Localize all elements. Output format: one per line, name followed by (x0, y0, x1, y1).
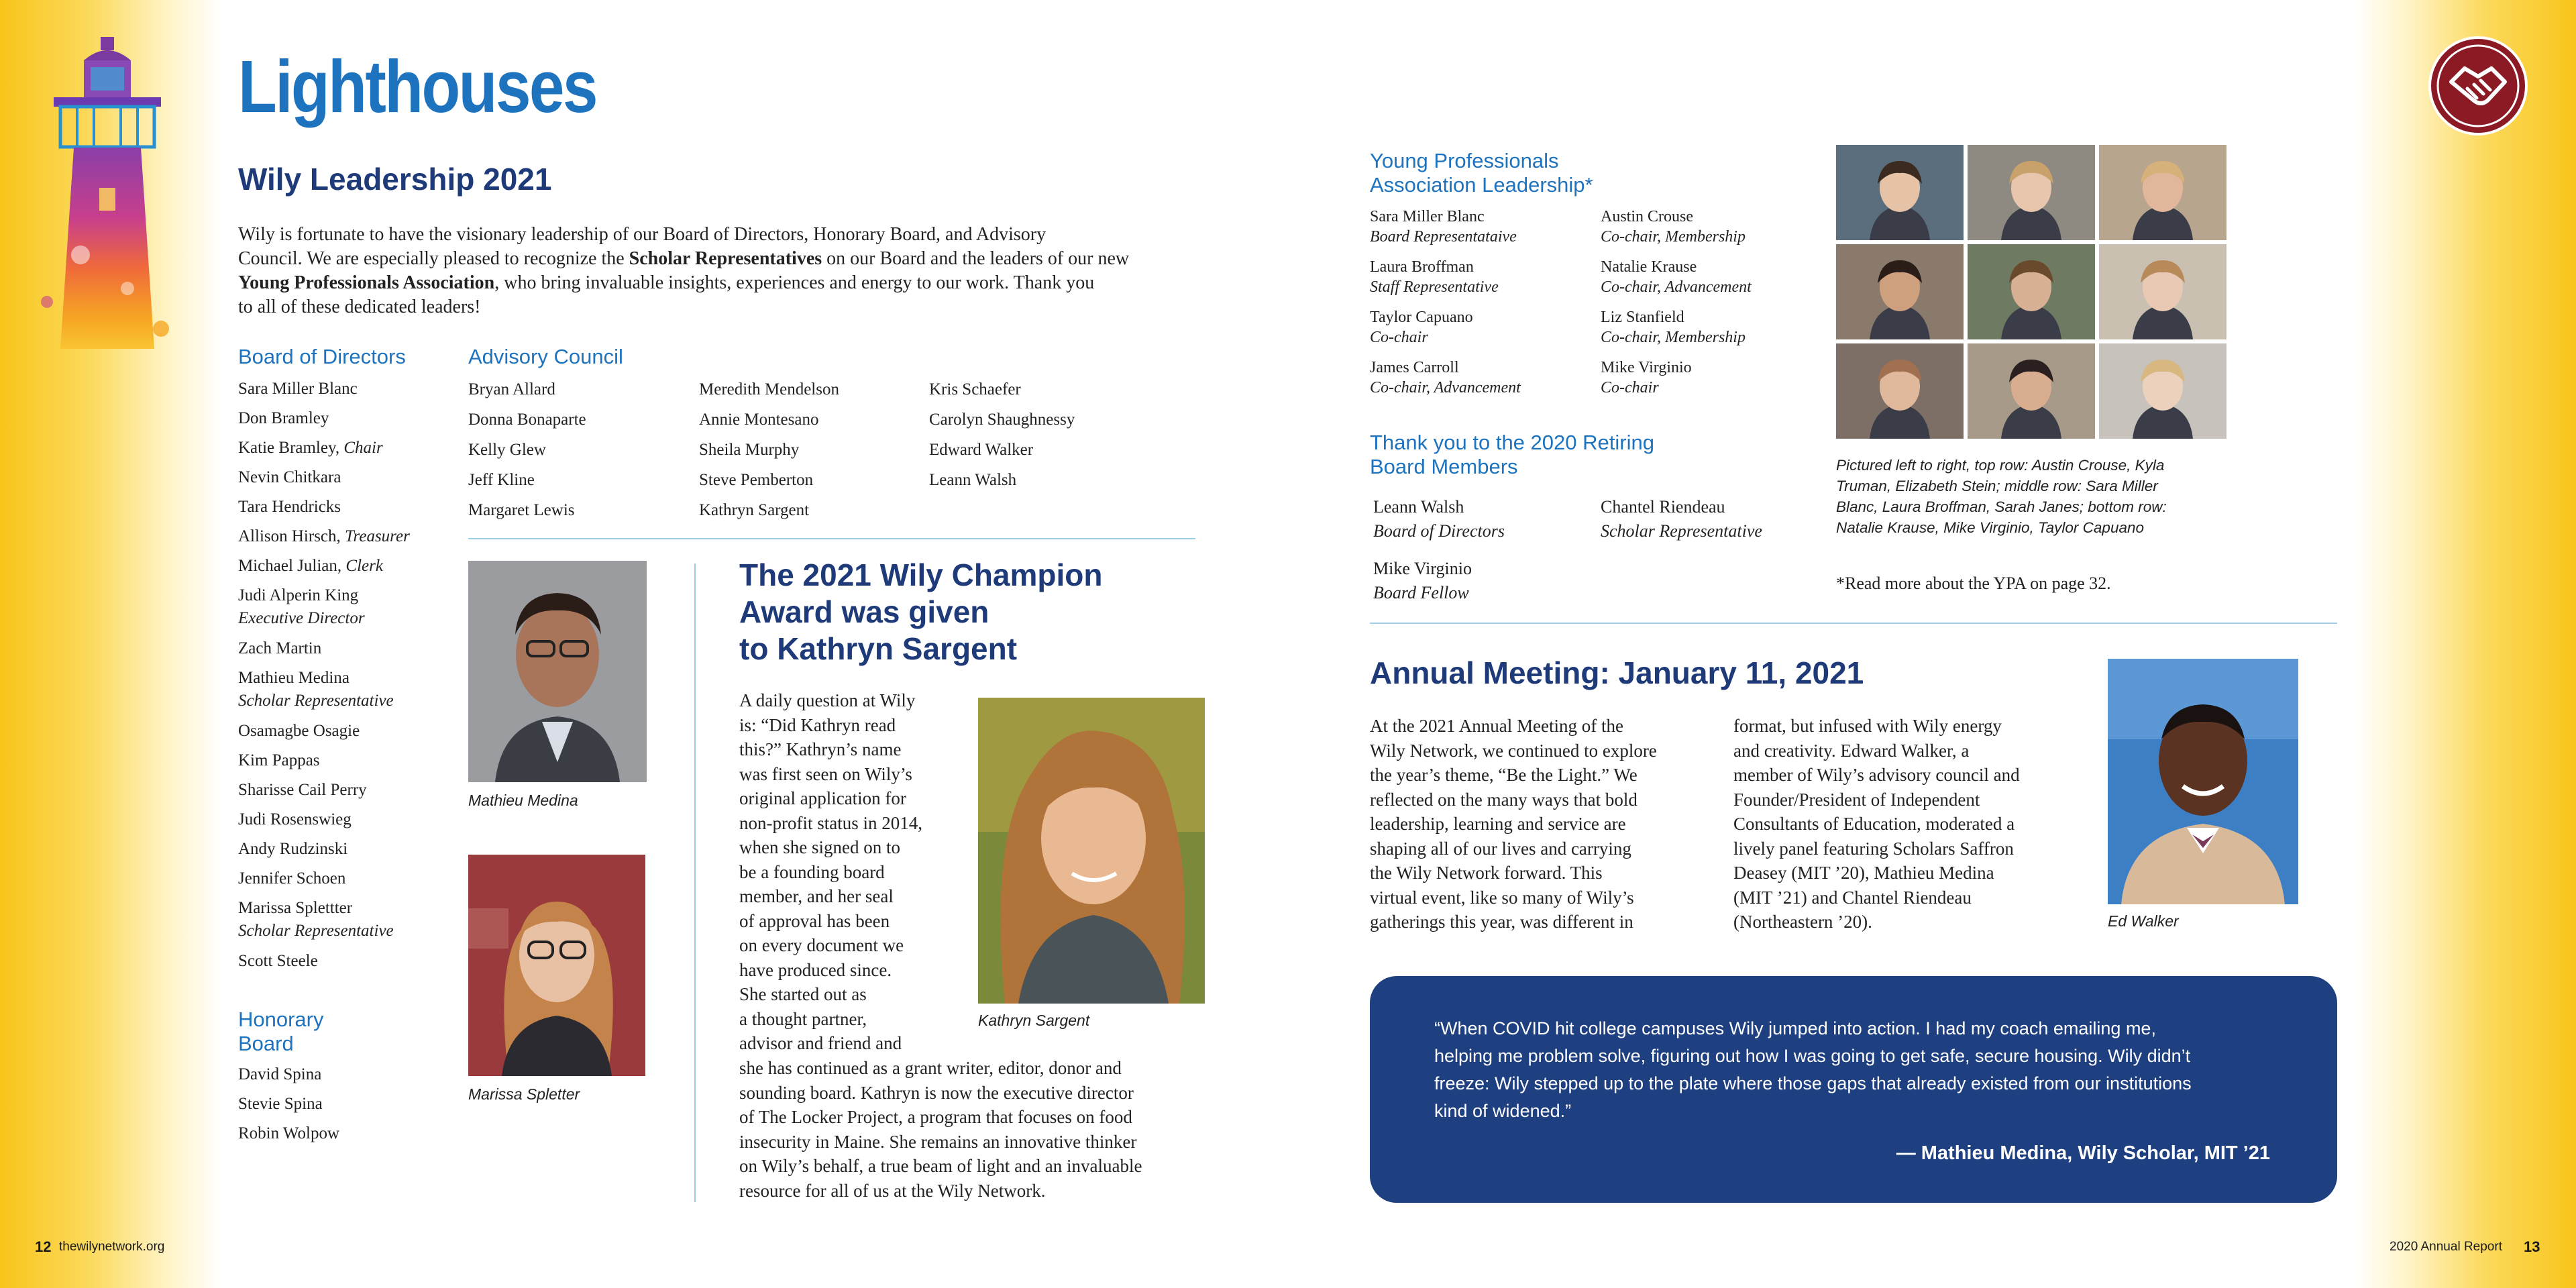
meeting-title: Annual Meeting: January 11, 2021 (1370, 655, 1864, 690)
text-line: non-profit status in 2014, (739, 812, 922, 833)
leader-entry (1370, 307, 1598, 347)
advisory-member: Edward Walker (929, 441, 1034, 459)
caption-line: Natalie Krause, Mike Virginio, Taylor Capuano (1836, 519, 2144, 536)
leader-entry (1601, 495, 1829, 543)
board-member (238, 374, 453, 404)
text-line: Deasey (MIT ’20), Mathieu Medina (1733, 863, 1994, 883)
ed-walker-photo (2108, 659, 2298, 904)
text-line: Wily Network, we continued to explore (1370, 740, 1657, 761)
honorary-list (238, 1060, 339, 1148)
text-line: on Wily’s behalf, a true beam of light and an invaluable (739, 1156, 1142, 1176)
text-line: sounding board. Kathryn is now the executive director (739, 1082, 1134, 1103)
leader-role: Staff Representative (1370, 278, 1499, 296)
vertical-divider (694, 564, 696, 1202)
leader-name: Austin Crouse (1601, 208, 1693, 225)
advisory-col-3 (929, 374, 1075, 495)
leader-name: Mike Virginio (1601, 359, 1692, 376)
intro-paragraph: Wily is fortunate to have the visionary leadership of our Board of Directors, Honorary Board, and Advisory Council. We are especially pleased to recognize the Scholar Representatives on our Board and the leaders of our new Young Professionals Association, who bring invaluable insights, experiences and energy to our work. Thank you to all of these dedicated leaders! (238, 224, 1130, 317)
board-member: Osamagbe Osagie (238, 722, 360, 740)
zoom-participant-photo (1836, 244, 1964, 339)
leader-entry (1373, 557, 1595, 605)
board-member: Marissa Splettter Scholar Representative (238, 899, 394, 940)
caption-marissa: Marissa Spletter (468, 1085, 580, 1103)
leader-name: Laura Broffman (1370, 258, 1474, 276)
board-member: Jennifer Schoen (238, 869, 346, 888)
board-member: Judi Alperin King Executive Director (238, 586, 365, 627)
leader-entry (1601, 207, 1829, 247)
grid-caption (1836, 455, 2252, 538)
advisory-heading: Advisory Council (468, 345, 623, 368)
caption-mathieu: Mathieu Medina (468, 792, 578, 809)
handshake-icon (2427, 35, 2529, 137)
text-line: the Wily Network forward. This (1370, 863, 1603, 883)
advisory-member: Annie Montesano (699, 411, 819, 429)
award-text-narrow (739, 688, 954, 1056)
ypa-heading: Young Professionals Association Leadership* (1370, 149, 1593, 197)
honorary-member: Stevie Spina (238, 1095, 323, 1113)
right-gold-gradient (2355, 0, 2576, 1288)
advisory-member: Meredith Mendelson (699, 380, 839, 398)
board-member (238, 404, 453, 433)
leader-entry (1373, 495, 1595, 543)
leader-entry (1601, 358, 1829, 398)
zoom-participant-photo (1836, 343, 1964, 439)
divider (468, 538, 1195, 539)
member-name: Tara Hendricks (238, 498, 341, 516)
honorary-heading: Honorary Board (238, 1008, 324, 1055)
text-line: insecurity in Maine. She remains an innovative thinker (739, 1131, 1137, 1152)
leader-role: Co-chair, Membership (1601, 228, 1746, 246)
ypa-photo-grid (1836, 145, 2226, 437)
text-line: (Northeastern ’20). (1733, 912, 1872, 932)
board-member (238, 463, 453, 492)
text-line: of approval has been (739, 910, 890, 931)
footer-site: thewilynetwork.org (59, 1240, 165, 1254)
leader-role: Scholar Representative (1601, 521, 1762, 541)
text-line: advisor and friend and (739, 1033, 902, 1053)
leader-name: James Carroll (1370, 359, 1459, 376)
page-number-right: 13 (2524, 1238, 2540, 1255)
board-member: Zach Martin (238, 639, 322, 657)
text-line: Founder/President of Independent (1733, 789, 1980, 810)
page-number-left: 12 (35, 1238, 52, 1255)
leader-role: Co-chair, Membership (1601, 329, 1746, 346)
text-line: (MIT ’21) and Chantel Riendeau (1733, 887, 1972, 908)
member-role: Clerk (345, 557, 383, 575)
text-line: lively panel featuring Scholars Saffron (1733, 838, 2014, 859)
leader-entry (1601, 257, 1829, 297)
advisory-member: Bryan Allard (468, 380, 555, 398)
text-line: on every document we (739, 935, 904, 955)
text-line: format, but infused with Wily energy (1733, 716, 2002, 736)
zoom-participant-photo (1968, 244, 2095, 339)
board-member: Judi Rosenswieg (238, 810, 352, 828)
text-line: be a founding board (739, 861, 885, 882)
text-line: virtual event, like so many of Wily’s (1370, 887, 1634, 908)
member-role: Treasurer (345, 527, 410, 545)
board-member (238, 492, 453, 522)
text-line: a thought partner, (739, 1008, 867, 1029)
zoom-participant-photo (2099, 244, 2226, 339)
text-line: Consultants of Education, moderated a (1733, 814, 2015, 834)
board-member (238, 433, 453, 463)
leader-role: Board of Directors (1373, 521, 1505, 541)
section-title: Wily Leadership 2021 (238, 162, 552, 197)
advisory-member: Kris Schaefer (929, 380, 1021, 398)
award-title: The 2021 Wily Champion Award was given to Kathryn Sargent (739, 557, 1103, 666)
quote-line: freeze: Wily stepped up to the plate where those gaps that already existed from our institutions (1434, 1073, 2192, 1093)
leader-role: Board Fellow (1373, 583, 1469, 602)
testimonial-attribution: — Mathieu Medina, Wily Scholar, MIT ’21 (1896, 1142, 2270, 1164)
text-line: the year’s theme, “Be the Light.” We (1370, 765, 1638, 785)
board-member: Kim Pappas (238, 751, 320, 769)
leader-role: Co-chair (1370, 329, 1428, 346)
text-line: is: “Did Kathryn read (739, 714, 896, 735)
quote-line: “When COVID hit college campuses Wily jumped into action. I had my coach emailing me, (1434, 1018, 2156, 1038)
retiring-heading: Thank you to the 2020 Retiring Board Members (1370, 431, 1654, 478)
retiring-col-2 (1601, 495, 1829, 557)
caption-line: Pictured left to right, top row: Austin Crouse, Kyla (1836, 457, 2165, 474)
board-member (238, 522, 453, 551)
member-name: Katie Bramley, (238, 439, 344, 457)
honorary-member: David Spina (238, 1065, 322, 1083)
advisory-member: Jeff Kline (468, 471, 535, 489)
board-member (238, 551, 453, 581)
text-line: have produced since. (739, 959, 892, 980)
board-member: Sharisse Cail Perry (238, 781, 367, 799)
text-line: original application for (739, 788, 906, 808)
text-line: of The Locker Project, a program that focuses on food (739, 1107, 1132, 1127)
meeting-text-col-2 (1733, 714, 2082, 934)
text-line: shaping all of our lives and carrying (1370, 838, 1631, 859)
divider (1370, 623, 2337, 624)
member-name: Michael Julian, (238, 557, 346, 575)
leader-entry (1370, 207, 1598, 247)
leader-name: Taylor Capuano (1370, 309, 1473, 326)
honorary-member: Robin Wolpow (238, 1124, 340, 1142)
member-name: Allison Hirsch, (238, 527, 345, 545)
board-member: Scott Steele (238, 952, 318, 970)
leader-name: Natalie Krause (1601, 258, 1697, 276)
text-line: She started out as (739, 984, 867, 1004)
advisory-member: Kelly Glew (468, 441, 546, 459)
zoom-participant-photo (1968, 145, 2095, 240)
caption-line: Blanc, Laura Broffman, Sarah Janes; bottom row: (1836, 498, 2167, 515)
kathryn-sargent-photo (978, 698, 1205, 1004)
leader-name: Sara Miller Blanc (1370, 208, 1485, 225)
text-line: this?” Kathryn’s name (739, 739, 902, 759)
text-line: At the 2021 Annual Meeting of the (1370, 716, 1623, 736)
advisory-col-1 (468, 374, 586, 525)
advisory-col-2 (699, 374, 839, 525)
page-title: Lighthouses (238, 46, 596, 128)
advisory-member: Carolyn Shaughnessy (929, 411, 1075, 429)
text-line: resource for all of us at the Wily Network. (739, 1180, 1046, 1201)
retiring-col-1 (1373, 495, 1595, 619)
leader-name: Mike Virginio (1373, 559, 1472, 578)
text-line: reflected on the many ways that bold (1370, 789, 1638, 810)
leader-role: Board Representataive (1370, 228, 1517, 246)
board-member: Mathieu Medina Scholar Representative (238, 669, 394, 710)
leader-entry (1370, 257, 1598, 297)
text-line: when she signed on to (739, 837, 900, 857)
board-heading: Board of Directors (238, 345, 406, 368)
text-line: leadership, learning and service are (1370, 814, 1626, 834)
member-role: Chair (343, 439, 383, 457)
text-line: member, and her seal (739, 886, 894, 906)
advisory-member: Leann Walsh (929, 471, 1017, 489)
member-name: Nevin Chitkara (238, 468, 341, 486)
caption-kathryn: Kathryn Sargent (978, 1012, 1090, 1029)
leader-role: Co-chair, Advancement (1370, 379, 1521, 396)
marissa-spletter-photo (468, 855, 645, 1076)
member-name: Sara Miller Blanc (238, 380, 358, 398)
member-name: Don Bramley (238, 409, 329, 427)
leader-entry (1601, 307, 1829, 347)
text-line: member of Wily’s advisory council and (1733, 765, 2020, 785)
advisory-member: Steve Pemberton (699, 471, 814, 489)
zoom-participant-photo (1836, 145, 1964, 240)
advisory-member: Donna Bonaparte (468, 411, 586, 429)
meeting-text-col-1 (1370, 714, 1719, 934)
advisory-member: Margaret Lewis (468, 501, 575, 519)
text-line: gatherings this year, was different in (1370, 912, 1633, 932)
mathieu-medina-photo (468, 561, 647, 782)
leader-name: Chantel Riendeau (1601, 497, 1725, 517)
caption-ed: Ed Walker (2108, 912, 2179, 930)
lighthouse-illustration (20, 34, 195, 356)
zoom-participant-photo (2099, 343, 2226, 439)
leader-role: Co-chair (1601, 379, 1659, 396)
award-text-wide (739, 1056, 1209, 1203)
text-line: she has continued as a grant writer, editor, donor and (739, 1058, 1122, 1078)
leader-name: Liz Stanfield (1601, 309, 1684, 326)
ypa-col-1 (1370, 207, 1598, 408)
advisory-member: Kathryn Sargent (699, 501, 810, 519)
advisory-member: Sheila Murphy (699, 441, 800, 459)
leader-name: Leann Walsh (1373, 497, 1464, 517)
ypa-col-2 (1601, 207, 1829, 408)
testimonial-quote (1434, 1015, 2293, 1125)
text-line: A daily question at Wily (739, 690, 916, 710)
board-member: Andy Rudzinski (238, 840, 348, 858)
zoom-participant-photo (1968, 343, 2095, 439)
text-line: and creativity. Edward Walker, a (1733, 740, 1970, 761)
ypa-note: *Read more about the YPA on page 32. (1836, 574, 2111, 593)
caption-line: Truman, Elizabeth Stein; middle row: Sara Miller (1836, 478, 2158, 494)
zoom-participant-photo (2099, 145, 2226, 240)
board-list (238, 374, 453, 976)
leader-role: Co-chair, Advancement (1601, 278, 1752, 296)
testimonial-quote-box (1370, 976, 2337, 1203)
leader-entry (1370, 358, 1598, 398)
quote-line: kind of widened.” (1434, 1101, 1572, 1121)
footer-report: 2020 Annual Report (2390, 1240, 2502, 1254)
quote-line: helping me problem solve, figuring out how I was going to get safe, secure housing. Wily didn’t (1434, 1046, 2191, 1066)
text-line: was first seen on Wily’s (739, 763, 912, 784)
